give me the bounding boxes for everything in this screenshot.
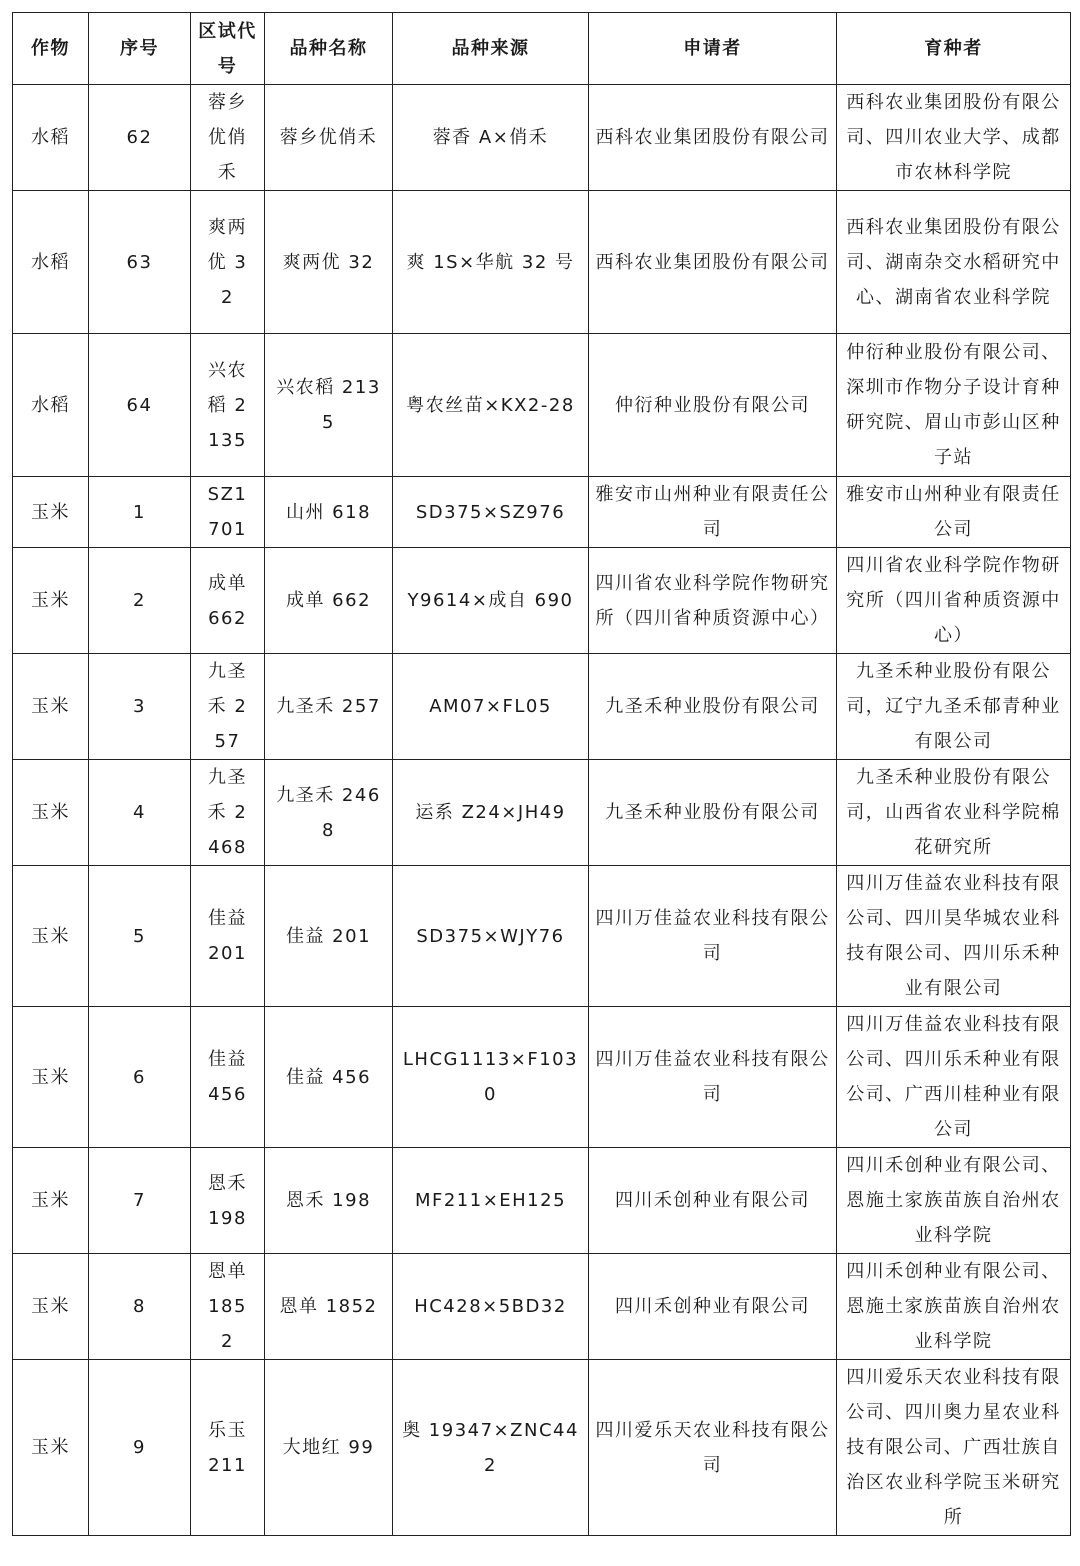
- header-variety-source: 品种来源: [393, 13, 589, 85]
- cell-trial-code: 成单 662: [191, 548, 265, 654]
- cell-crop: 玉米: [13, 477, 89, 548]
- table-row: [13, 1360, 1071, 1536]
- cell-crop: 玉米: [13, 1007, 89, 1148]
- cell-breeder: 四川万佳益农业科技有限公司、四川昊华城农业科技有限公司、四川乐禾种业有限公司: [837, 866, 1071, 1007]
- header-serial: 序号: [89, 13, 191, 85]
- cell-variety-name: 兴农稻 2135: [265, 334, 393, 477]
- cell-variety-source: SD375×SZ976: [393, 477, 589, 548]
- cell-serial: 63: [89, 191, 191, 334]
- table-row: [13, 1254, 1071, 1360]
- cell-serial: 64: [89, 334, 191, 477]
- cell-variety-source: HC428×5BD32: [393, 1254, 589, 1360]
- cell-variety-source: Y9614×成自 690: [393, 548, 589, 654]
- cell-trial-code: 佳益 201: [191, 866, 265, 1007]
- cell-breeder: 西科农业集团股份有限公司、四川农业大学、成都市农林科学院: [837, 85, 1071, 191]
- cell-crop: 水稻: [13, 85, 89, 191]
- cell-serial: 8: [89, 1254, 191, 1360]
- cell-trial-code: 恩单 1852: [191, 1254, 265, 1360]
- cell-breeder: 九圣禾种业股份有限公司，山西省农业科学院棉花研究所: [837, 760, 1071, 866]
- cell-applicant: 四川爱乐天农业科技有限公司: [589, 1360, 837, 1536]
- cell-serial: 5: [89, 866, 191, 1007]
- cell-breeder: 雅安市山州种业有限责任公司: [837, 477, 1071, 548]
- cell-crop: 玉米: [13, 1254, 89, 1360]
- header-applicant: 申请者: [589, 13, 837, 85]
- cell-variety-source: AM07×FL05: [393, 654, 589, 760]
- cell-serial: 9: [89, 1360, 191, 1536]
- cell-variety-source: MF211×EH125: [393, 1148, 589, 1254]
- cell-applicant: 九圣禾种业股份有限公司: [589, 654, 837, 760]
- cell-trial-code: SZ1701: [191, 477, 265, 548]
- cell-breeder: 仲衍种业股份有限公司、深圳市作物分子设计育种研究院、眉山市彭山区种子站: [837, 334, 1071, 477]
- cell-applicant: 仲衍种业股份有限公司: [589, 334, 837, 477]
- cell-variety-name: 九圣禾 2468: [265, 760, 393, 866]
- cell-crop: 玉米: [13, 654, 89, 760]
- cell-variety-name: 爽两优 32: [265, 191, 393, 334]
- cell-serial: 62: [89, 85, 191, 191]
- cell-trial-code: 兴农稻 2135: [191, 334, 265, 477]
- cell-applicant: 西科农业集团股份有限公司: [589, 85, 837, 191]
- cell-serial: 4: [89, 760, 191, 866]
- header-variety-name: 品种名称: [265, 13, 393, 85]
- variety-table: [12, 12, 1071, 1536]
- cell-breeder: 四川禾创种业有限公司、恩施土家族苗族自治州农业科学院: [837, 1148, 1071, 1254]
- cell-crop: 玉米: [13, 548, 89, 654]
- cell-trial-code: 爽两优 32: [191, 191, 265, 334]
- cell-crop: 玉米: [13, 866, 89, 1007]
- cell-variety-source: 运系 Z24×JH49: [393, 760, 589, 866]
- table-row: [13, 866, 1071, 1007]
- cell-trial-code: 九圣禾 2468: [191, 760, 265, 866]
- table-row: [13, 477, 1071, 548]
- cell-crop: 水稻: [13, 334, 89, 477]
- cell-breeder: 四川万佳益农业科技有限公司、四川乐禾种业有限公司、广西川桂种业有限公司: [837, 1007, 1071, 1148]
- cell-applicant: 西科农业集团股份有限公司: [589, 191, 837, 334]
- cell-crop: 玉米: [13, 760, 89, 866]
- cell-breeder: 四川禾创种业有限公司、恩施土家族苗族自治州农业科学院: [837, 1254, 1071, 1360]
- cell-applicant: 四川万佳益农业科技有限公司: [589, 1007, 837, 1148]
- cell-crop: 玉米: [13, 1148, 89, 1254]
- cell-variety-name: 佳益 456: [265, 1007, 393, 1148]
- table-row: [13, 654, 1071, 760]
- cell-variety-name: 成单 662: [265, 548, 393, 654]
- cell-variety-source: 蓉香 A×俏禾: [393, 85, 589, 191]
- cell-breeder: 四川省农业科学院作物研究所（四川省种质资源中心）: [837, 548, 1071, 654]
- cell-serial: 2: [89, 548, 191, 654]
- header-crop: 作物: [13, 13, 89, 85]
- cell-serial: 3: [89, 654, 191, 760]
- cell-variety-name: 恩禾 198: [265, 1148, 393, 1254]
- cell-applicant: 九圣禾种业股份有限公司: [589, 760, 837, 866]
- cell-trial-code: 九圣禾 257: [191, 654, 265, 760]
- cell-breeder: 四川爱乐天农业科技有限公司、四川奥力星农业科技有限公司、广西壮族自治区农业科学院玉米研究所: [837, 1360, 1071, 1536]
- cell-trial-code: 蓉乡优俏禾: [191, 85, 265, 191]
- cell-variety-name: 大地红 99: [265, 1360, 393, 1536]
- cell-variety-name: 恩单 1852: [265, 1254, 393, 1360]
- cell-trial-code: 佳益 456: [191, 1007, 265, 1148]
- cell-variety-source: 爽 1S×华航 32 号: [393, 191, 589, 334]
- cell-applicant: 四川禾创种业有限公司: [589, 1254, 837, 1360]
- cell-trial-code: 恩禾 198: [191, 1148, 265, 1254]
- cell-variety-source: 奥 19347×ZNC442: [393, 1360, 589, 1536]
- header-row: [13, 13, 1071, 85]
- cell-variety-name: 蓉乡优俏禾: [265, 85, 393, 191]
- cell-variety-name: 九圣禾 257: [265, 654, 393, 760]
- table-row: [13, 760, 1071, 866]
- header-breeder: 育种者: [837, 13, 1071, 85]
- table-row: [13, 1007, 1071, 1148]
- cell-serial: 7: [89, 1148, 191, 1254]
- cell-variety-name: 山州 618: [265, 477, 393, 548]
- cell-breeder: 九圣禾种业股份有限公司，辽宁九圣禾郁青种业有限公司: [837, 654, 1071, 760]
- table-row: [13, 85, 1071, 191]
- table-row: [13, 191, 1071, 334]
- cell-variety-source: 粤农丝苗×KX2-28: [393, 334, 589, 477]
- cell-variety-source: LHCG1113×F1030: [393, 1007, 589, 1148]
- variety-table-container: [12, 12, 1071, 1536]
- cell-applicant: 四川省农业科学院作物研究所（四川省种质资源中心）: [589, 548, 837, 654]
- cell-variety-source: SD375×WJY76: [393, 866, 589, 1007]
- cell-applicant: 四川禾创种业有限公司: [589, 1148, 837, 1254]
- cell-crop: 玉米: [13, 1360, 89, 1536]
- cell-serial: 6: [89, 1007, 191, 1148]
- header-trial-code: 区试代号: [191, 13, 265, 85]
- cell-applicant: 雅安市山州种业有限责任公司: [589, 477, 837, 548]
- table-row: [13, 334, 1071, 477]
- table-row: [13, 1148, 1071, 1254]
- cell-breeder: 西科农业集团股份有限公司、湖南杂交水稻研究中心、湖南省农业科学院: [837, 191, 1071, 334]
- cell-trial-code: 乐玉 211: [191, 1360, 265, 1536]
- cell-serial: 1: [89, 477, 191, 548]
- table-row: [13, 548, 1071, 654]
- cell-variety-name: 佳益 201: [265, 866, 393, 1007]
- cell-applicant: 四川万佳益农业科技有限公司: [589, 866, 837, 1007]
- cell-crop: 水稻: [13, 191, 89, 334]
